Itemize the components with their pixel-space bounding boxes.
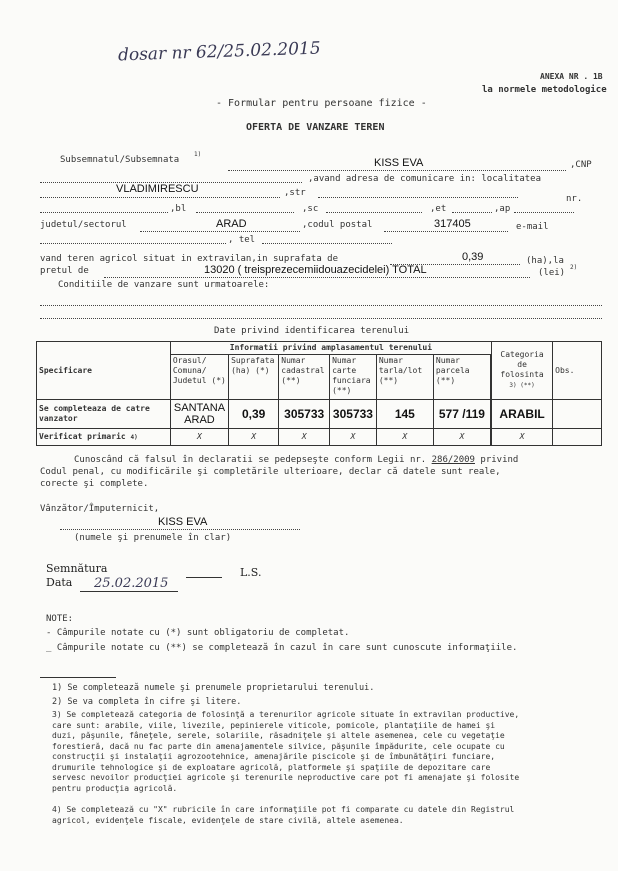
seller-name[interactable]: KISS EVA	[158, 516, 208, 528]
label-sale-conditions: Conditiile de vanzare sunt urmatoarele:	[58, 280, 270, 290]
street-field-line	[318, 197, 518, 198]
table-caption: Date privind identificarea terenului	[214, 326, 410, 336]
check-mark-parcel[interactable]: X	[433, 429, 490, 446]
label-street: ,str	[284, 188, 306, 198]
cell-surface[interactable]: 0,39	[229, 400, 279, 429]
label-ap: ,ap	[494, 204, 511, 214]
header-city: Orasul/ Comuna/ Judetul (*)	[170, 355, 228, 400]
apartment-field-line	[514, 212, 574, 213]
declaration-line-3: corecte şi complete.	[40, 479, 149, 489]
date-label: Data	[46, 576, 73, 589]
label-land-offer: vand teren agricol situat in extravilan,in suprafata de	[40, 254, 339, 264]
table-header-row	[37, 342, 602, 355]
check-mark-land-book[interactable]: X	[330, 429, 377, 446]
header-spacer	[490, 355, 491, 400]
seller-name-caption: (numele şi prenumele în clar)	[74, 533, 232, 543]
date-line	[80, 591, 178, 592]
form-title: OFERTA DE VANZARE TEREN	[246, 122, 385, 133]
label-sc: ,sc	[302, 204, 319, 214]
label-bl: ,bl	[170, 204, 187, 214]
locality-value[interactable]: VLADIMIRESCU	[116, 183, 199, 195]
cell-obs[interactable]	[553, 400, 602, 429]
notes-title: NOTE:	[46, 614, 74, 624]
conditions-line-1	[40, 305, 602, 306]
label-price: pretul de	[40, 266, 89, 276]
owner-name-value[interactable]: KISS EVA	[374, 157, 424, 169]
cell-parcel[interactable]: 577 /119	[433, 400, 490, 429]
label-avand-adresa: ,avand adresa de comunicare in: localitatea	[308, 174, 541, 184]
header-land-book: Numar carte funciara (**)	[330, 355, 377, 400]
label-subsemnatul: Subsemnatul/Subsemnata	[60, 155, 180, 165]
footnote-ref-1: 1)	[194, 151, 202, 158]
email-field-line	[40, 243, 226, 244]
label-tel: , tel	[228, 235, 256, 245]
verified-row-label: Verificat primaric 4)	[37, 429, 171, 446]
seller-row-label: Se completeaza de catre vanzator	[37, 400, 171, 429]
postal-code-field-line	[384, 231, 508, 232]
seller-name-line	[60, 529, 300, 530]
header-plot: Numar tarla/lot (**)	[376, 355, 433, 400]
floor-field-line	[452, 212, 492, 213]
seller-row	[37, 400, 602, 429]
check-mark-plot[interactable]: X	[376, 429, 433, 446]
check-mark-cadastral[interactable]: X	[279, 429, 330, 446]
header-location-info: Informatii privind amplasamentul terenului	[170, 342, 491, 355]
header-specificare: Specificare	[37, 342, 171, 400]
postal-code-value[interactable]: 317405	[434, 218, 471, 230]
check-obs[interactable]	[553, 429, 602, 446]
cell-category[interactable]: ARABIL	[491, 400, 552, 429]
footnote-2: 2) Se va completa în cifre şi litere.	[52, 697, 242, 707]
check-mark-surface[interactable]: X	[229, 429, 279, 446]
header-obs: Obs.	[553, 342, 602, 400]
handwritten-file-number: dosar nr 62/25.02.2015	[117, 38, 321, 66]
label-et: ,et	[430, 204, 447, 214]
annex-number: ANEXA NR . 1B	[540, 72, 603, 81]
conditions-line-2	[40, 318, 602, 319]
declaration-line-2: Codul penal, cu modificările şi completările ulterioare, declar că datele sunt reale,	[40, 467, 501, 477]
label-email: e-mail	[516, 222, 549, 232]
footnote-separator	[40, 677, 116, 678]
note-1: - Câmpurile notate cu (*) sunt obligatoriu de completat.	[46, 628, 350, 638]
header-parcel: Numar parcela (**)	[433, 355, 490, 400]
block-field-line	[196, 212, 294, 213]
check-mark-city[interactable]: X	[170, 429, 228, 446]
note-2: _ Câmpurile notate cu (**) se completează în cazul în care sunt cunoscute informaţiile.	[46, 643, 518, 653]
header-category: Categoria de folosinta 3) (**)	[491, 342, 552, 400]
header-cadastral: Numar cadastral (**)	[279, 355, 330, 400]
form-subtitle: - Formular pentru persoane fizice -	[216, 98, 427, 109]
signature-label: Semnătura	[46, 562, 108, 575]
surface-value[interactable]: 0,39	[462, 251, 484, 263]
number-field-line	[40, 212, 168, 213]
county-field-line	[140, 231, 300, 232]
footnote-ref-2: 2)	[570, 264, 578, 271]
price-value[interactable]: 13020 ( treisprezecemiidouazecidelei) TOTAL	[204, 264, 427, 276]
law-number: 286/2009	[431, 455, 475, 465]
cell-plot[interactable]: 145	[376, 400, 433, 429]
county-value[interactable]: ARAD	[216, 218, 247, 230]
cell-cadastral[interactable]: 305733	[279, 400, 330, 429]
land-identification-table	[36, 341, 602, 446]
header-surface: Suprafata (ha) (*)	[229, 355, 279, 400]
cell-land-book[interactable]: 305733	[330, 400, 377, 429]
verified-row	[37, 429, 602, 446]
name-field-line	[228, 170, 566, 171]
footnote-1: 1) Se completează numele şi prenumele proprietarului terenului.	[52, 683, 375, 693]
stair-field-line	[326, 212, 422, 213]
check-mark-category[interactable]: X	[491, 429, 552, 446]
footnote-4: 4) Se completează cu "X" rubricile în care informaţiile pot fi comparate cu datele din Registrul agricol, evidenţele fiscale, evidenţele de stare civilă, altele asemenea.	[52, 805, 515, 825]
label-postal-code: ,codul postal	[302, 220, 373, 230]
seller-label: Vânzător/Împuternicit,	[40, 504, 160, 514]
declaration-line-1: Cunoscând că falsul în declaratii se pedepseşte conform Legii nr. 286/2009 privind	[74, 455, 519, 465]
annex-reference: la normele metodologice	[482, 85, 607, 95]
cell-city[interactable]: SANTANA ARAD	[170, 400, 228, 429]
label-judetul: judetul/sectorul	[40, 220, 127, 230]
phone-field-line	[262, 243, 392, 244]
seal-label: L.S.	[240, 566, 262, 579]
date-value[interactable]: 25.02.2015	[94, 576, 169, 591]
locality-field-line	[40, 197, 280, 198]
signature-line[interactable]	[186, 577, 222, 578]
label-ha: (ha),la	[526, 256, 564, 266]
label-cnp: ,CNP	[570, 160, 592, 170]
label-nr: nr.	[566, 194, 583, 204]
footnote-3: 3) Se completează categoria de folosinţă a terenurilor agricole situate în extravilan productive, care sunt: arabile, viile, livezile, pepinierele viticole, pomicole, plantaţiile de hamei şi duzi, păşunile, fâneţele, serele, solariile, răsadniţele şi altele asemenea, cele cu vegetaţie forestieră, dacă nu fac parte din amenajamentele silvice, păşunile împădurite, cele ocupate cu construcţii şi instalaţii agrozootehnice, amenajările piscicole şi de îmbunătăţiri funciare, drumurile tehnologice şi de exploatare agricolă, platformele şi spaţiile de depozitare care servesc nevoilor producţiei agricole şi terenurile neproductive care pot fi amenajate şi folosite pentru producţia agricolă.	[52, 710, 520, 793]
label-lei: (lei)	[538, 268, 566, 278]
price-field-line	[104, 277, 530, 278]
